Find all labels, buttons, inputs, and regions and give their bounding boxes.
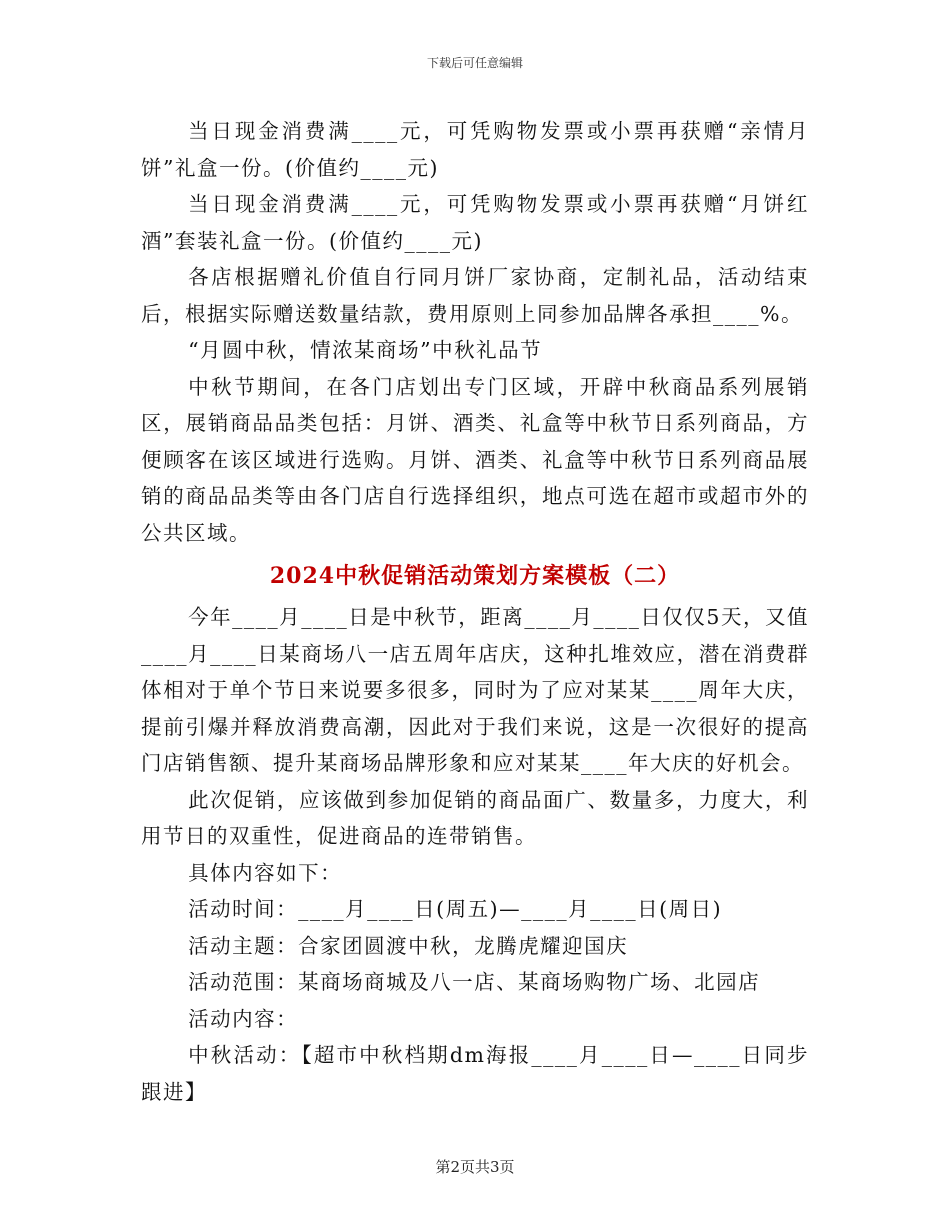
page-footer: 第2页共3页 <box>435 1158 515 1176</box>
section-title: 2024中秋促销活动策划方案模板（二） <box>269 563 681 589</box>
paragraph: 今年____月____日是中秋节，距离____月____日仅仅5天，又值____月____日某商场八一店五周年店庆，这种扎堆效应，潜在消费群体相对于单个节日来说要多很多，同时为了应对某某____周年大庆，提前引爆并释放消费高潮，因此对于我们来说，这是一次很好的提高门店销售额、提升某商场品牌形象和应对某某____年大庆的好机会。 <box>141 605 809 775</box>
paragraph: 当日现金消费满____元，可凭购物发票或小票再获赠“月饼红酒”套装礼盒一份。(价值约____元) <box>141 192 809 253</box>
paragraph: 此次促销，应该做到参加促销的商品面广、数量多，力度大，利用节日的双重性，促进商品的连带销售。 <box>141 787 809 848</box>
paragraph: 中秋活动：【超市中秋档期dm海报____月____日—____日同步跟进】 <box>141 1043 809 1104</box>
page-header: 下载后可任意编辑 <box>426 56 523 70</box>
paragraph: 活动范围：某商场商城及八一店、某商场购物广场、北园店 <box>188 970 761 994</box>
paragraph: 各店根据赠礼价值自行同月饼厂家协商，定制礼品，活动结束后，根据实际赠送数量结款，费用原则上同参加品牌各承担____%。 <box>141 265 809 326</box>
paragraph: 活动主题：合家团圆渡中秋，龙腾虎耀迎国庆 <box>188 933 629 958</box>
document-body <box>141 113 809 1110</box>
paragraph: 活动时间：____月____日(周五)—____月____日(周日) <box>188 897 723 921</box>
paragraph: 中秋节期间，在各门店划出专门区域，开辟中秋商品系列展销区，展销商品品类包括：月饼、酒类、礼盒等中秋节日系列商品，方便顾客在该区域进行选购。月饼、酒类、礼盒等中秋节日系列商品展销的商品品类等由各门店自行选择组织，地点可选在超市或超市外的公共区域。 <box>141 374 809 545</box>
paragraph: 当日现金消费满____元，可凭购物发票或小票再获赠“亲情月饼”礼盒一份。(价值约____元) <box>141 119 809 180</box>
paragraph: 活动内容： <box>188 1006 299 1031</box>
paragraph: 具体内容如下： <box>188 860 343 885</box>
paragraph: “月圆中秋，情浓某商场”中秋礼品节 <box>188 338 543 362</box>
